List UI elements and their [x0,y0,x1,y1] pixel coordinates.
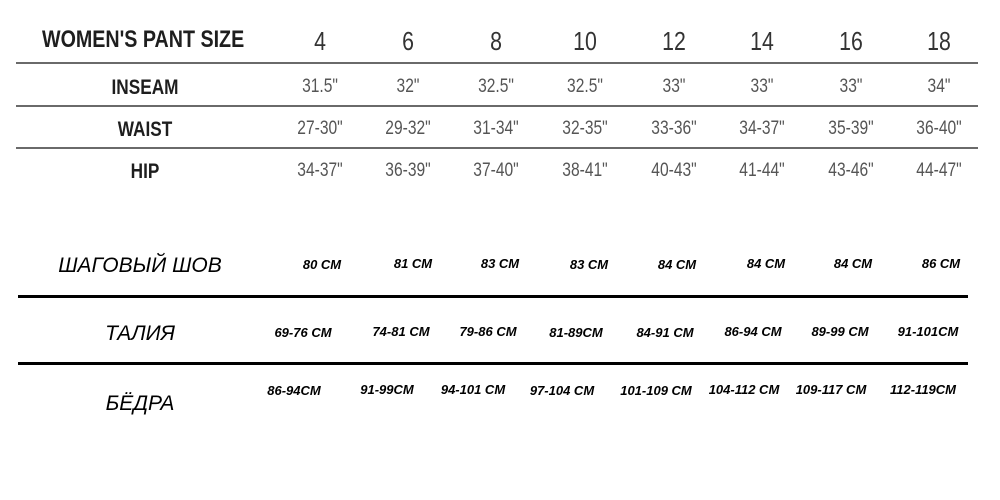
table-cell: 86-94СМ [267,383,321,398]
table-cell: 83 СМ [480,256,520,271]
row-divider [16,105,978,107]
table-cell: 31-34" [473,118,519,139]
table-cell: 32.5" [478,76,514,97]
row-label-waist: WAIST [117,118,173,141]
table-cell: 34" [927,76,951,97]
table-cell: 69-76 СМ [274,325,332,340]
size-header: 14 [750,26,774,56]
row-label-inseam-ru: ШАГОВЫЙ ШОВ [58,254,222,277]
size-header: 10 [573,26,597,56]
table-cell: 81-89СМ [549,325,603,340]
table-cell: 80 СМ [302,257,342,272]
table-cell: 38-41" [562,160,608,181]
table-cell: 84 СМ [746,256,786,271]
table-cell: 36-39" [385,160,431,181]
size-header: 18 [927,26,951,56]
table-cell: 31.5" [302,76,338,97]
table-cell: 97-104 СМ [529,383,595,398]
table-cell: 33" [662,76,686,97]
table-cell: 44-47" [916,160,962,181]
table-cell: 104-112 СМ [708,382,780,397]
table-cell: 86-94 СМ [724,324,782,339]
size-header: 12 [662,26,686,56]
size-header: 16 [839,26,863,56]
row-label-inseam: INSEAM [111,76,179,99]
table-cell: 33" [839,76,863,97]
chart-title: WOMEN'S PANT SIZE [42,26,245,53]
row-divider [18,362,968,365]
table-cell: 35-39" [828,118,874,139]
table-cell: 37-40" [473,160,519,181]
row-divider [16,62,978,64]
row-label-waist-ru: ТАЛИЯ [105,322,175,345]
table-cell: 33-36" [651,118,697,139]
table-cell: 109-117 СМ [795,382,867,397]
table-cell: 84-91 СМ [636,325,694,340]
table-cell: 32.5" [567,76,603,97]
table-cell: 86 СМ [921,256,961,271]
row-divider [16,147,978,149]
size-header: 8 [490,26,502,56]
table-cell: 32" [396,76,420,97]
table-cell: 83 СМ [569,257,609,272]
table-cell: 32-35" [562,118,608,139]
table-cell: 29-32" [385,118,431,139]
table-cell: 74-81 СМ [372,324,430,339]
size-header: 6 [402,26,414,56]
table-cell: 84 СМ [833,256,873,271]
row-divider [18,295,968,298]
table-cell: 89-99 СМ [811,324,869,339]
table-cell: 91-101СМ [897,324,959,339]
table-cell: 40-43" [651,160,697,181]
table-cell: 112-119СМ [890,382,956,397]
table-cell: 33" [750,76,774,97]
table-cell: 36-40" [916,118,962,139]
table-cell: 84 СМ [657,257,697,272]
table-cell: 81 СМ [393,256,433,271]
row-label-hip-ru: БЁДРА [105,392,175,415]
row-label-hip: HIP [130,160,160,183]
size-header: 4 [314,26,326,56]
table-cell: 34-37" [739,118,785,139]
table-cell: 101-109 СМ [620,383,692,398]
table-cell: 91-99СМ [360,382,414,397]
table-cell: 43-46" [828,160,874,181]
table-cell: 79-86 СМ [459,324,517,339]
table-cell: 94-101 СМ [440,382,506,397]
table-cell: 27-30" [297,118,343,139]
table-cell: 41-44" [739,160,785,181]
table-cell: 34-37" [297,160,343,181]
